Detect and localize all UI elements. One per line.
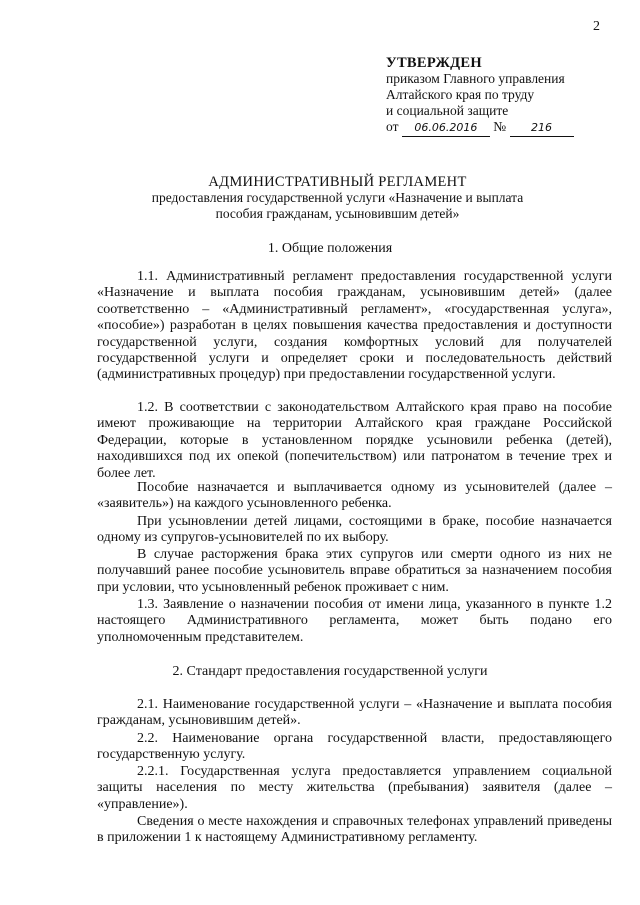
section-1-heading: 1. Общие положения bbox=[267, 241, 393, 256]
paragraph: В случае расторжения брака этих супругов или смерти одного из них не получавший ранее пособие усыновитель вправе обратиться за назначением пособия при условии, что усыновленный ребенок проживает с ним. bbox=[97, 547, 612, 595]
number-label: № bbox=[493, 119, 507, 134]
paragraph: Сведения о месте нахождения и справочных телефонах управлений приведены в приложении 1 к настоящему Административному регламенту. bbox=[97, 814, 612, 846]
paragraph: 2.2. Наименование органа государственной власти, предоставляющего государственную услугу. bbox=[97, 731, 612, 763]
handwritten-number: 216 bbox=[510, 120, 574, 137]
paragraph: 1.1. Административный регламент предоставления государственной услуги «Назначение и выплата пособия гражданам, усыновившим детей» (далее соответственно – «Административный регламент», «государственная услуга», «пособие») разработан в целях повышения качества предоставления и доступности государственной услуги, создания комфортных условий для получателей государственной услуги и определяет сроки и последовательность действий (административных процедур) при предоставлении государственной услуги. bbox=[97, 269, 612, 383]
paragraph: Пособие назначается и выплачивается одному из усыновителей (далее – «заявитель») на каждого усыновленного ребенка. bbox=[97, 480, 612, 512]
approval-date-line bbox=[386, 119, 574, 137]
page-number: 2 bbox=[593, 19, 600, 34]
approval-line: и социальной защите bbox=[386, 103, 509, 118]
paragraph: 1.3. Заявление о назначении пособия от имени лица, указанного в пункте 1.2 настоящего Административного регламента, может быть подано его уполномоченным представителем. bbox=[97, 597, 612, 645]
paragraph: При усыновлении детей лицами, состоящими в браке, пособие назначается одному из супругов-усыновителей по их выбору. bbox=[97, 514, 612, 546]
approval-line: Алтайского края по труду bbox=[386, 87, 535, 102]
title-line: пособия гражданам, усыновившим детей» bbox=[215, 206, 460, 221]
section-2-heading: 2. Стандарт предоставления государственной услуги bbox=[172, 664, 488, 679]
title-line: предоставления государственной услуги «Назначение и выплата bbox=[151, 190, 524, 205]
from-label: от bbox=[386, 119, 399, 134]
approval-stamp-block bbox=[386, 55, 574, 137]
paragraph: 2.1. Наименование государственной услуги – «Назначение и выплата пособия гражданам, усыновившим детей». bbox=[97, 697, 612, 729]
paragraph: 1.2. В соответствии с законодательством Алтайского края право на пособие имеют проживающие на территории Алтайского края граждане Российской Федерации, которые в установленном порядке усыновили ребенка (детей), находившихся под их опекой (попечительством) или патронатом в течение трех и более лет. bbox=[97, 400, 612, 481]
approval-heading: УТВЕРЖДЕН bbox=[386, 55, 482, 71]
title-main: АДМИНИСТРАТИВНЫЙ РЕГЛАМЕНТ bbox=[208, 174, 467, 190]
paragraph: 2.2.1. Государственная услуга предоставляется управлением социальной защиты населения по месту жительства (пребывания) заявителя (далее – «управление»). bbox=[97, 764, 612, 812]
handwritten-date: 06.06.2016 bbox=[402, 120, 490, 137]
document-title bbox=[115, 174, 560, 222]
approval-line: приказом Главного управления bbox=[386, 71, 565, 86]
